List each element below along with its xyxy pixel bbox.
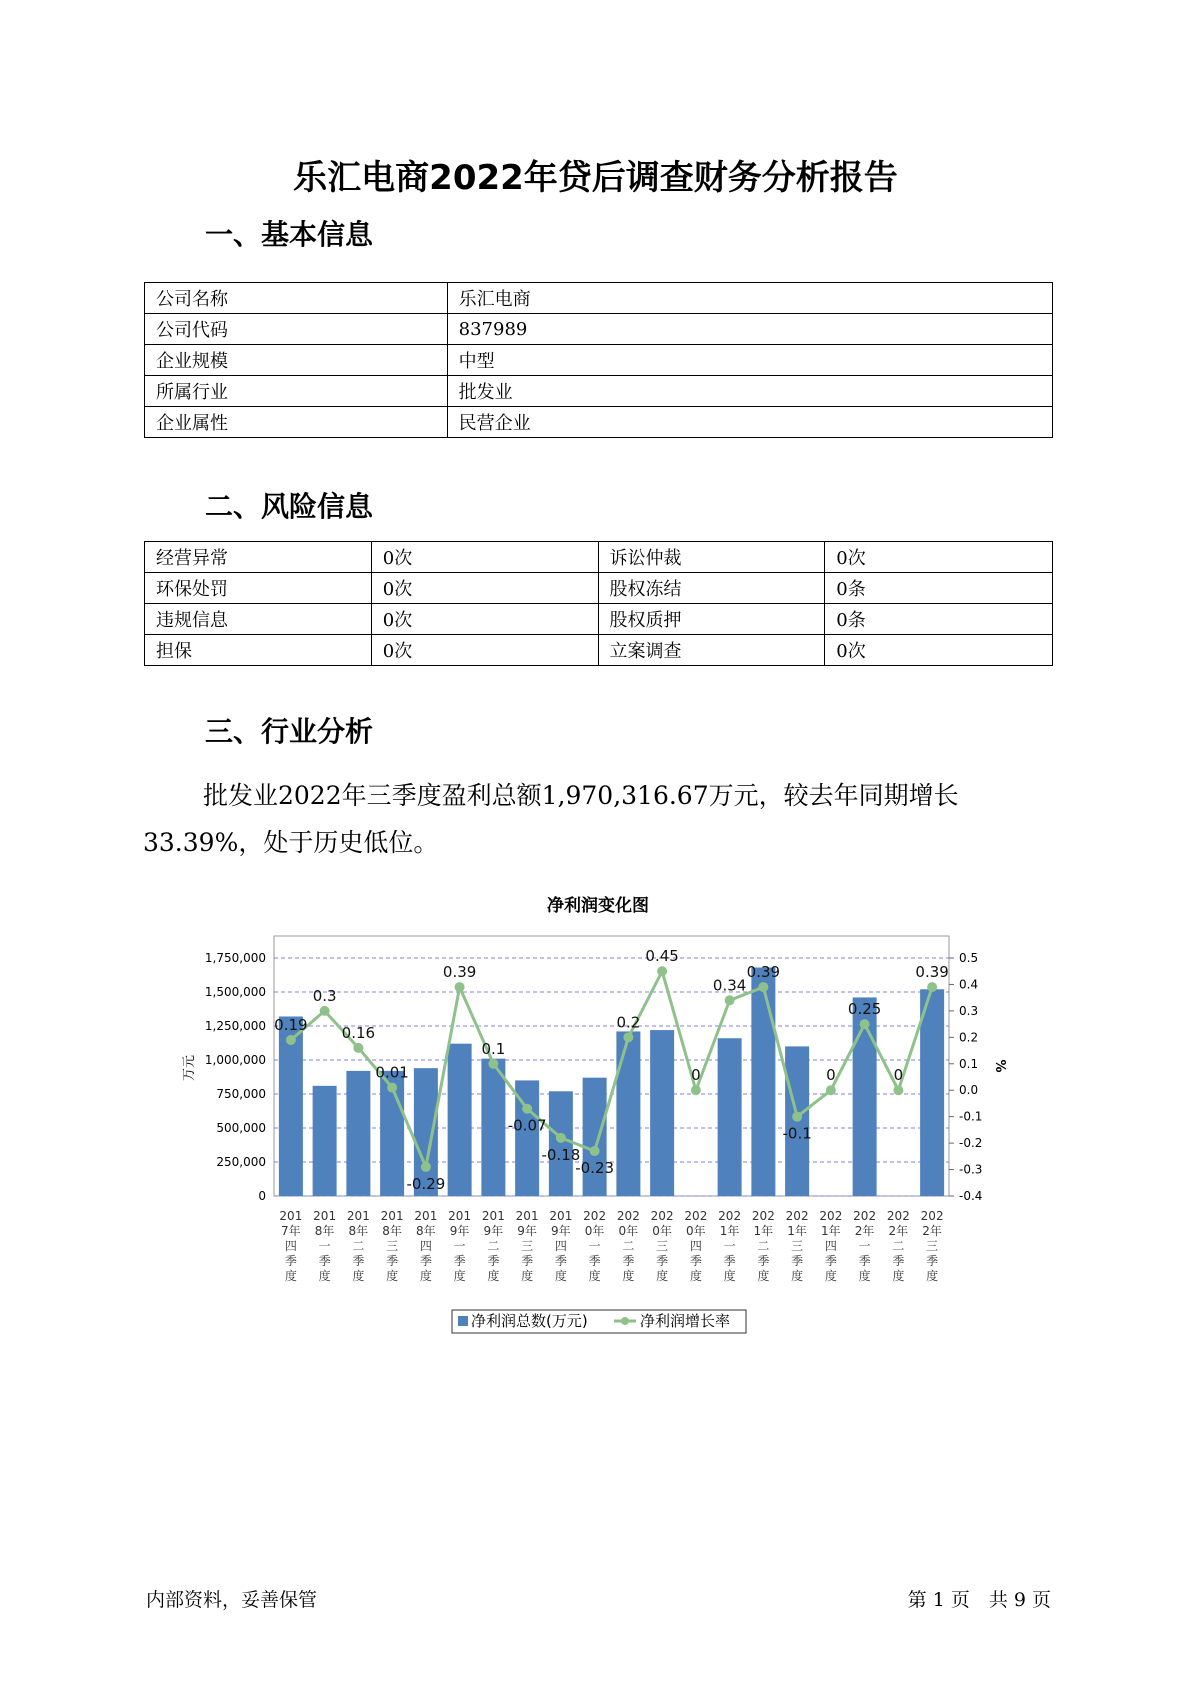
y-right-tick-label: 0.4 [959,977,979,992]
x-tick-label-line: 季 [926,1254,939,1268]
bar [481,1059,505,1196]
x-tick-label-line: 度 [858,1269,871,1283]
x-tick-label-line: 季 [284,1254,297,1268]
x-tick-label-line: 一 [318,1239,331,1253]
risk-info-label: 股权冻结 [598,573,825,604]
growth-rate-label: 0.39 [915,963,949,982]
x-tick-label [718,1209,741,1283]
basic-info-label: 所属行业 [145,376,448,407]
growth-rate-point [691,1085,701,1095]
x-tick-label [921,1209,944,1283]
x-tick-label-line: 三 [656,1239,669,1253]
x-tick-label-line: 一 [723,1239,736,1253]
x-tick-label-line: 一 [588,1239,601,1253]
x-tick-label-line: 8年 [416,1224,436,1238]
growth-rate-label: 0.45 [645,947,679,966]
y-left-tick-label: 0 [258,1189,266,1203]
growth-rate-label: -0.07 [507,1116,547,1135]
bar [448,1044,472,1196]
risk-info-value: 0条 [825,604,1053,635]
x-tick-label [516,1209,539,1283]
x-tick-label-line: 度 [656,1269,669,1283]
x-tick-label-line: 9年 [517,1224,537,1238]
x-tick-label [819,1209,842,1283]
x-tick-label [651,1209,674,1283]
x-tick-label-line: 度 [521,1269,534,1283]
x-tick-label-line: 度 [622,1269,635,1283]
y-right-tick-label: -0.4 [959,1189,983,1203]
bar [751,968,775,1196]
x-tick-label [549,1209,572,1283]
risk-info-label: 违规信息 [145,604,372,635]
risk-info-label: 经营异常 [145,542,372,573]
x-tick-label-line: 2年 [854,1224,875,1238]
x-tick-label-line: 202 [684,1209,708,1223]
x-tick-label-line: 季 [622,1254,635,1268]
legend-line-marker [621,1317,629,1325]
growth-rate-label: 0.2 [616,1013,641,1032]
legend-line-label: 净利润增长率 [640,1312,731,1330]
x-tick-label-line: 0年 [584,1224,605,1238]
growth-rate-point [353,1043,363,1053]
x-tick-label-line: 2年 [888,1224,909,1238]
basic-info-label: 公司名称 [145,283,448,314]
x-tick-label-line: 9年 [551,1224,571,1238]
x-tick-label-line: 度 [723,1269,736,1283]
x-tick-label-line: 202 [819,1209,843,1223]
y-right-tick-label: -0.2 [959,1136,983,1151]
industry-analysis-text: 批发业2022年三季度盈利总额1,970,316.67万元，较去年同期增长33.39%，处于历史低位。 [143,781,959,857]
y-right-axis-label: % [992,1059,1007,1073]
y-left-tick-label: 500,000 [216,1121,266,1135]
section-heading-industry: 三、行业分析 [205,715,374,748]
x-tick-label-line: 度 [892,1269,905,1283]
x-tick-label [381,1209,404,1283]
x-tick-label-line: 度 [791,1269,804,1283]
x-tick-label-line: 二 [487,1239,500,1253]
x-tick-label-line: 度 [824,1269,837,1283]
growth-rate-point [792,1112,802,1122]
growth-rate-point [860,1019,870,1029]
x-tick-label [786,1209,809,1283]
x-tick-label-line: 8年 [348,1224,369,1238]
x-tick-label-line: 度 [419,1269,432,1283]
x-tick-label-line: 季 [824,1254,837,1268]
x-tick-label [482,1209,505,1283]
x-tick-label-line: 季 [858,1254,871,1268]
y-left-tick-label: 250,000 [216,1155,266,1169]
bar [718,1038,742,1196]
x-tick-label [583,1209,606,1283]
x-tick-label-line: 季 [791,1254,804,1268]
risk-info-label: 环保处罚 [145,573,372,604]
x-tick-label-line: 2年 [922,1224,942,1238]
footer-confidential-note: 内部资料，妥善保管 [146,1589,318,1611]
chart-title: 净利润变化图 [547,896,649,916]
growth-rate-label: -0.1 [782,1124,812,1143]
x-tick-label-line: 二 [892,1239,905,1253]
growth-rate-point [623,1032,633,1042]
growth-rate-point [590,1146,600,1156]
risk-info-label: 担保 [145,635,372,666]
risk-info-value: 0次 [371,635,598,666]
risk-info-label: 股权质押 [598,604,825,635]
y-left-tick-label: 1,000,000 [204,1053,266,1067]
y-right-tick-label: 0.2 [959,1030,979,1045]
y-right-tick-label: 0.5 [959,951,979,965]
y-left-tick-label: 750,000 [216,1087,266,1101]
x-tick-label-line: 度 [588,1269,601,1283]
legend-bar-label: 净利润总数(万元) [471,1312,588,1330]
x-tick-label-line: 二 [352,1239,365,1253]
x-tick-label [853,1209,876,1283]
x-tick-label [752,1209,775,1283]
x-tick-label [684,1209,707,1283]
bar [650,1030,674,1196]
growth-rate-point [455,982,465,992]
x-tick-label-line: 201 [448,1209,472,1223]
x-tick-label-line: 度 [453,1269,466,1283]
basic-info-label: 企业规模 [145,345,448,376]
x-tick-label-line: 1年 [787,1224,807,1238]
x-tick-label-line: 三 [926,1239,939,1253]
x-tick-label [414,1209,437,1283]
x-tick-label-line: 三 [386,1239,399,1253]
x-tick-label-line: 二 [622,1239,635,1253]
x-tick-label-line: 0年 [686,1224,706,1238]
x-tick-label-line: 202 [650,1209,674,1223]
x-tick-label-line: 季 [689,1254,702,1268]
x-tick-label-line: 201 [313,1209,337,1223]
x-tick-label-line: 7年 [281,1224,301,1238]
x-tick-label-line: 季 [521,1254,534,1268]
growth-rate-label: -0.18 [541,1145,581,1164]
risk-info-value: 0次 [825,635,1053,666]
growth-rate-point [556,1133,566,1143]
x-tick-label-line: 季 [419,1254,432,1268]
x-tick-label-line: 季 [352,1254,365,1268]
x-tick-label-line: 度 [926,1269,939,1283]
x-tick-label-line: 9年 [483,1224,504,1238]
growth-rate-point [522,1104,532,1114]
x-tick-label-line: 度 [352,1269,365,1283]
growth-rate-label: 0.1 [481,1039,506,1058]
growth-rate-label: 0.39 [442,963,477,982]
x-tick-label-line: 度 [284,1269,297,1283]
basic-info-value: 837989 [447,314,1052,345]
growth-rate-label: 0 [893,1066,904,1085]
basic-info-label: 公司代码 [145,314,448,345]
legend [452,1310,746,1333]
basic-info-value: 乐汇电商 [447,283,1052,314]
x-tick-label-line: 201 [414,1209,438,1223]
basic-info-value: 批发业 [447,376,1052,407]
x-tick-label-line: 四 [419,1239,432,1253]
x-tick-label-line: 201 [380,1209,404,1223]
x-tick-label-line: 季 [386,1254,399,1268]
growth-rate-point [320,1006,330,1016]
footer-page-number: 第 1 页 共 9 页 [907,1589,1051,1611]
x-tick-label-line: 202 [616,1209,640,1223]
x-tick-label [347,1209,370,1283]
risk-info-value: 0次 [825,542,1053,573]
x-tick-label-line: 202 [853,1209,877,1223]
growth-rate-point [826,1085,836,1095]
bar [616,1031,640,1196]
x-tick-label-line: 202 [718,1209,742,1223]
x-tick-label-line: 季 [723,1254,736,1268]
x-tick-label-line: 四 [554,1239,567,1253]
x-tick-label-line: 202 [886,1209,910,1223]
x-tick-label-line: 二 [757,1239,770,1253]
x-tick-label-line: 201 [346,1209,370,1223]
x-tick-label-line: 四 [824,1239,837,1253]
x-tick-label-line: 0年 [652,1224,672,1238]
x-tick-label-line: 度 [386,1269,399,1283]
bar [583,1078,607,1196]
x-tick-label-line: 8年 [314,1224,335,1238]
x-tick-label-line: 季 [554,1254,567,1268]
x-tick-label [887,1209,910,1283]
x-tick-label [448,1209,471,1283]
x-tick-label-line: 202 [920,1209,944,1223]
bar [920,989,944,1196]
growth-rate-point [387,1083,397,1093]
x-tick-label-line: 一 [858,1239,871,1253]
growth-rate-label: 0.01 [375,1063,409,1082]
growth-rate-label: 0 [826,1066,836,1085]
y-right-tick-label: -0.1 [959,1109,983,1124]
basic-info-value: 中型 [447,345,1052,376]
x-tick-label-line: 1年 [753,1224,774,1238]
growth-rate-point [758,982,768,992]
risk-info-label: 立案调查 [598,635,825,666]
risk-info-value: 0条 [825,573,1053,604]
growth-rate-label: 0.39 [746,963,781,982]
bar [313,1086,337,1196]
x-tick-label-line: 202 [751,1209,775,1223]
x-tick-label-line: 201 [549,1209,573,1223]
growth-rate-point [893,1085,903,1095]
y-left-axis-label: 万元 [182,1054,197,1082]
y-left-tick-label: 1,750,000 [204,951,266,965]
x-tick-label-line: 度 [757,1269,770,1283]
x-tick-label-line: 季 [318,1254,331,1268]
x-tick-label-line: 202 [583,1209,607,1223]
y-right-tick-label: -0.3 [959,1162,983,1177]
x-tick-label-line: 季 [892,1254,905,1268]
y-left-tick-label: 1,500,000 [204,985,266,999]
growth-rate-point [927,982,937,992]
y-right-tick-label: 0.1 [959,1056,979,1071]
x-tick-label-line: 一 [453,1239,466,1253]
x-tick-label-line: 三 [521,1239,534,1253]
x-tick-label-line: 季 [656,1254,669,1268]
risk-info-value: 0次 [371,604,598,635]
y-right-tick-label: 0.0 [959,1083,979,1098]
section-heading-risk: 二、风险信息 [205,490,374,523]
basic-info-value: 民营企业 [447,407,1052,438]
section-heading-basic: 一、基本信息 [205,218,374,251]
y-left-tick-label: 1,250,000 [204,1019,266,1033]
x-tick-label-line: 度 [487,1269,500,1283]
x-tick-label-line: 季 [588,1254,601,1268]
growth-rate-point [657,966,667,976]
x-tick-label [279,1209,302,1283]
growth-rate-label: -0.23 [575,1159,615,1178]
bar [549,1091,573,1196]
x-tick-label-line: 1年 [719,1224,740,1238]
x-tick-label-line: 三 [791,1239,804,1253]
growth-rate-point [488,1059,498,1069]
x-tick-label-line: 季 [757,1254,770,1268]
x-tick-label-line: 201 [481,1209,505,1223]
legend-bar-swatch [458,1316,468,1326]
x-tick-label-line: 四 [284,1239,297,1253]
growth-rate-label: 0.3 [312,986,337,1005]
growth-rate-label: -0.29 [406,1174,446,1193]
risk-info-value: 0次 [371,573,598,604]
x-tick-label-line: 1年 [821,1224,841,1238]
risk-info-value: 0次 [371,542,598,573]
x-tick-label-line: 度 [554,1269,567,1283]
growth-rate-label: 0.25 [847,1000,882,1019]
growth-rate-label: 0.16 [341,1023,376,1042]
x-tick-label [313,1209,336,1283]
x-tick-label-line: 201 [279,1209,303,1223]
x-tick-label-line: 201 [515,1209,539,1223]
x-tick-label-line: 8年 [382,1224,402,1238]
basic-info-label: 企业属性 [145,407,448,438]
y-right-tick-label: 0.3 [959,1003,979,1018]
x-tick-label [617,1209,640,1283]
x-tick-label-line: 季 [453,1254,466,1268]
risk-info-label: 诉讼仲裁 [598,542,825,573]
x-tick-label-line: 度 [318,1269,331,1283]
growth-rate-label: 0.34 [712,976,747,995]
x-tick-label-line: 9年 [449,1224,470,1238]
x-tick-label-line: 0年 [618,1224,639,1238]
x-tick-label-line: 四 [689,1239,702,1253]
x-tick-label-line: 季 [487,1254,500,1268]
bar [346,1071,370,1196]
growth-rate-point [421,1162,431,1172]
x-tick-label-line: 202 [785,1209,809,1223]
growth-rate-label: 0 [691,1066,701,1085]
page-title: 乐汇电商2022年贷后调查财务分析报告 [293,158,898,198]
growth-rate-point [725,995,735,1005]
growth-rate-point [286,1035,296,1045]
growth-rate-label: 0.19 [274,1015,308,1034]
x-tick-label-line: 度 [689,1269,702,1283]
